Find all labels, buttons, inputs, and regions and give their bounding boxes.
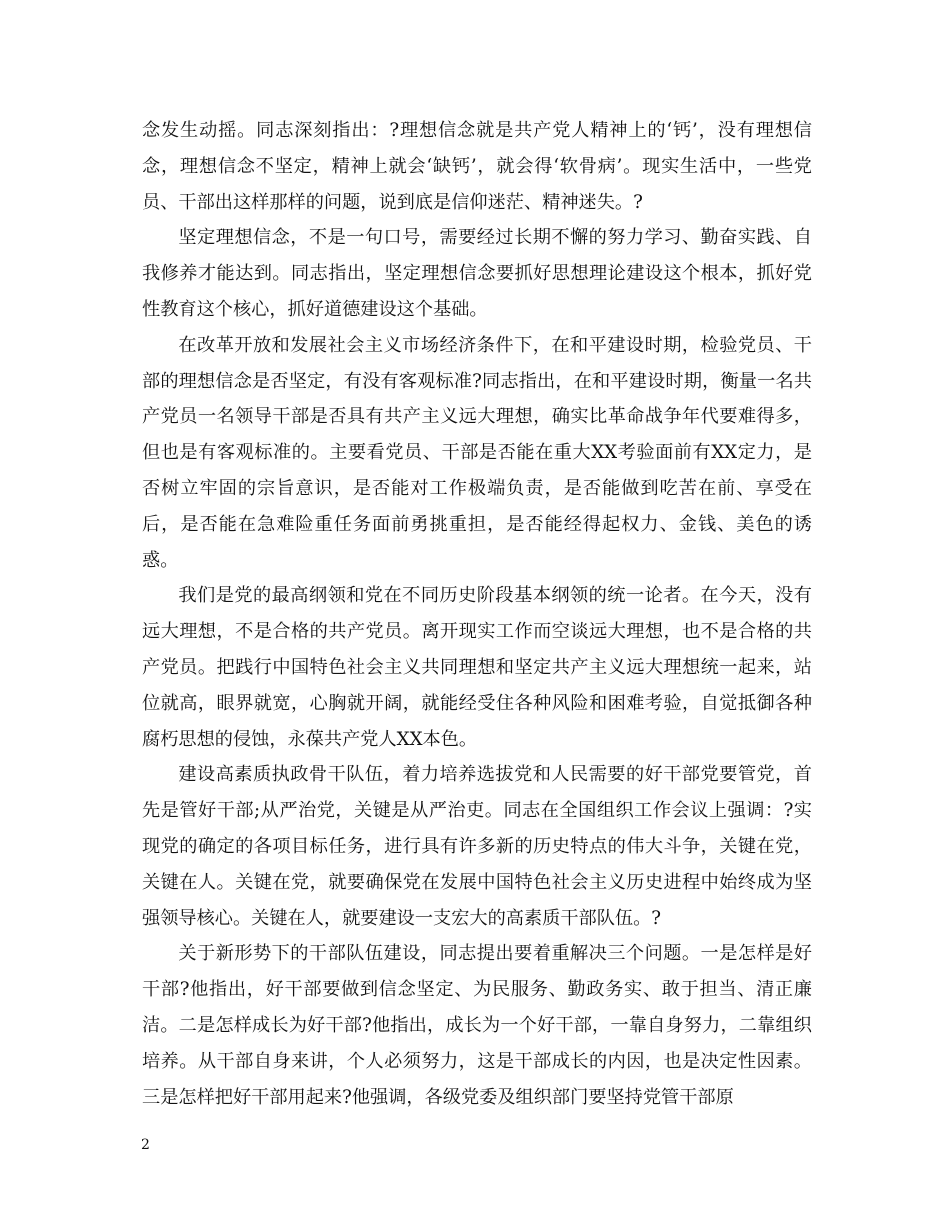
paragraph-5: 建设高素质执政骨干队伍，着力培养选拔党和人民需要的好干部党要管党，首先是管好干部;从严治党，关键是从严治吏。同志在全国组织工作会议上强调：?实现党的确定的各项目标任务，进行具有许多新的历史特点的伟大斗争，关键在党，关键在人。关键在党，就要确保党在发展中国特色社会主义历史进程中始终成为坚强领导核心。关键在人，就要建设一支宏大的高素质干部队伍。? <box>142 764 812 929</box>
paragraph-2: 坚定理想信念，不是一句口号，需要经过长期不懈的努力学习、勤奋实践、自我修养才能达到。同志指出，坚定理想信念要抓好思想理论建设这个根本，抓好党性教育这个核心，抓好道德建设这个基础。 <box>142 227 812 320</box>
paragraph-6: 关于新形势下的干部队伍建设，同志提出要着重解决三个问题。一是怎样是好干部?他指出，好干部要做到信念坚定、为民服务、勤政务实、敢于担当、清正廉洁。二是怎样成长为好干部?他指出，成长为一个好干部，一靠自身努力，二靠组织培养。从干部自身来讲，个人必须努力，这是干部成长的内因，也是决定性因素。三是怎样把好干部用起来?他强调，各级党委及组织部门要坚持党管干部原 <box>142 943 812 1108</box>
paragraph-3: 在改革开放和发展社会主义市场经济条件下，在和平建设时期，检验党员、干部的理想信念是否坚定，有没有客观标准?同志指出，在和平建设时期，衡量一名共产党员一名领导干部是否具有共产主义远大理想，确实比革命战争年代要难得多，但也是有客观标准的。主要看党员、干部是否能在重大XX考验面前有XX定力，是否树立牢固的宗旨意识，是否能对工作极端负责，是否能做到吃苦在前、享受在后，是否能在急难险重任务面前勇挑重担，是否能经得起权力、金钱、美色的诱惑。 <box>142 334 812 571</box>
body-text <box>142 113 812 1115</box>
paragraph-1: 念发生动摇。同志深刻指出：?理想信念就是共产党人精神上的‘钙’，没有理想信念，理想信念不坚定，精神上就会‘缺钙’，就会得‘软骨病’。现实生活中，一些党员、干部出这样那样的问题，说到底是信仰迷茫、精神迷失。? <box>142 120 812 213</box>
paragraph-4: 我们是党的最高纲领和党在不同历史阶段基本纲领的统一论者。在今天，没有远大理想，不是合格的共产党员。离开现实工作而空谈远大理想，也不是合格的共产党员。把践行中国特色社会主义共同理想和坚定共产主义远大理想统一起来，站位就高，眼界就宽，心胸就开阔，就能经受住各种风险和困难考验，自觉抵御各种腐朽思想的侵蚀，永葆共产党人XX本色。 <box>142 585 812 750</box>
page-number: 2 <box>141 1137 150 1153</box>
